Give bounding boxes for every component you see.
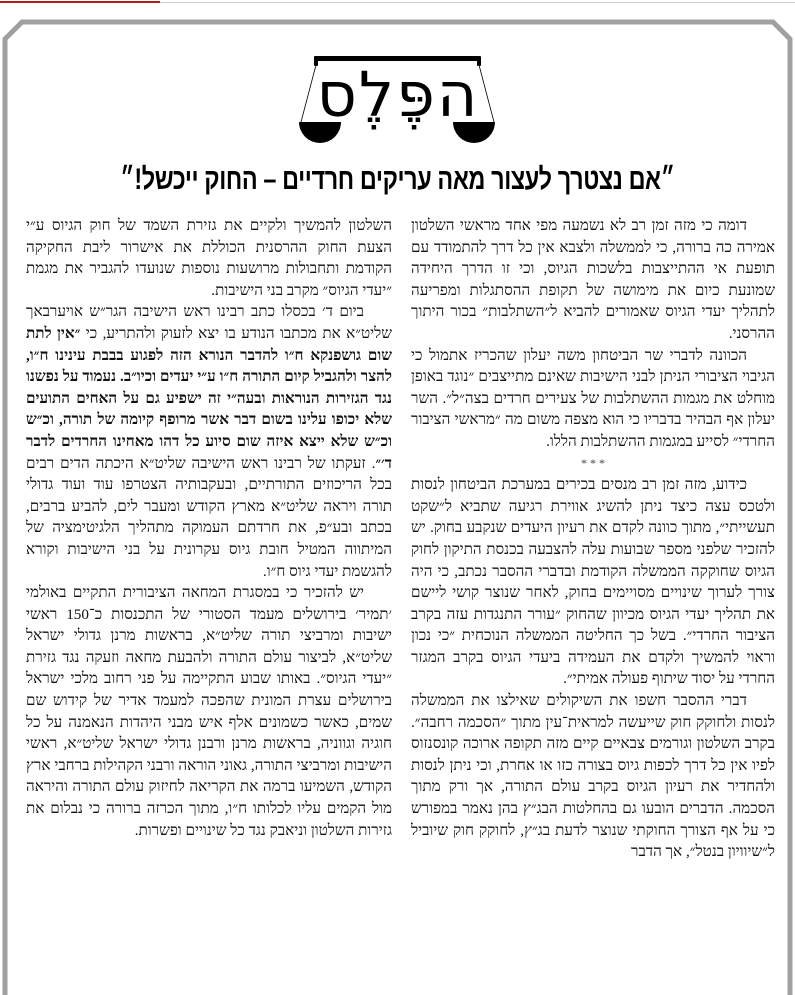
- paragraph-text: . זעקתו של רבינו ראש הישיבה שליט״א היכתה הדים רבים בכל הריכוזים התורתיים, ובעקבותיה הצטרפו עוד ועוד גדולי תורה ויראה שליט״א מארץ הקודש ומעבר לים, להביע ברבים, בכתב ובע״פ, את חרדתם העמוקה מתהליך הלגיטימציה של המיתווה המטיל חובת גיוס עקרונית על בני הישיבות וקורא להגשמת יעדי גיוס ח״ו.: [26, 454, 392, 580]
- paragraph: יש להזכיר כי במסגרת המחאה הציבורית התקיים באולמי ׳תמיר׳ בירושלים מעמד הסטורי של התכנסות כ־150 ראשי ישיבות ומרביצי תורה שליט״א, בראשות מרנן גדולי ישראל שליט״א, לביצור עולם התורה ולהבעת מחאה וזעקה נגד גזירת ״יעדי הגיוס״. באותו שבוע התקיימה על פני רחוב מלכי ישראל בירושלים עצרת המונית שהפכה למעמד אדיר של קידוש שם שמים, כאשר כשמונים אלף איש מבני היהדות הנאמנה על כל חוגיה וגווניה, בראשות מרנן ורבנן גדולי ישראל שליט״א, ראשי הישיבות ומרביצי התורה, גאוני הוראה ורבני הקהילות ברחבי ארץ הקודש, השמיעו ברמה את הקריאה לחיזוק עולם התורה והיראה מול הקמים עליו לכלותו ח״ו, מתוך הכרזה ברורה כי נבלום את גזירות השלטון וניאבק נגד כל שינויים ופשרות.: [26, 584, 392, 839]
- article-column-right: [411, 215, 775, 863]
- section-separator: * * *: [581, 455, 605, 470]
- article-column-left: [26, 215, 392, 841]
- paragraph: דברי ההסבר חשפו את השיקולים שאילצו את הממשלה לנסות ולחוקק חוק שייעשה למראית־עין מתוך ״הסכמה רחבה״. בקרב השלטון וגורמים צבאיים קיים מזה תקופה ארוכה קונסנזוס לפיו אין כל דרך לכפות גיוס בצורה כזו או אחרת, וכי ניתן לנסות ולהחדיר את רעיון הגיוס בקרב עולם התורה, אך ורק מתוך הסכמה. הדברים הובעו גם בהחלטות הבג״ץ בהן נאמר במפורש כי על אף הצורך החוקתי שנוצר לדעת בג״ץ, לחוקק חוק שיוביל ל״שיוויון בנטל״, אך הדבר: [411, 692, 775, 861]
- paragraph-text: ביום ד׳ בכסלו כתב רבינו ראש הישיבה הגר״ש אויערבאך שליט״א את מכתבו הנודע בו יצא לזעוק ולהתריע, כי: [26, 303, 392, 342]
- paragraph: כידוע, מזה זמן רב מנסים בכירים במערכת הביטחון לנסות ולטכס עצה כיצד ניתן להשיג אווירת רגיעה שתביא ל״שקט תעשייתי״, מתוך כוונה לקדם את רעיון היעדים שנקבע בחוק. יש להזכיר שלפני מספר שבועות עלה להצבעה בכנסת התיקון לחוק הגיוס שחוקקה הממשלה הקודמת ובדברי ההסבר נכתב, כי היה צורך לערוך שינויים מסויימים בחוק, לאחר שנוצר קושי ליישם את תהליך יעדי הגיוס מכיוון שהחוק ״עורר התנגדות עזה בקרב הציבור החרדי״. בשל כך החליטה הממשלה הנוכחית ״כי נכון וראוי להמשיך ולקדם את העמידה ביעדי הגיוס בקרב המגזר החרדי על יסוד שיתוף פעולה אמיתי״.: [411, 476, 775, 688]
- bold-quote: ״אין לתת שום גושפנקא ח״ו להדבר הנורא הזה לפגוע בבבת עינינו ח״ו, להצר ולהגביל קיום התורה ח״ו ע״י יעדים וכיו״ב. נעמוד על נפשנו נגד הגזירות הנוראות ובעה״י זה ישפיע גם על האחים התועים שלא יכופו עלינו בשום דבר אשר מרופף קיומה של תורה, וכ״ש וכ״ש שלא ייצא איזה שום סיוע כל דהו מאחינו החרדים לדבר ד׳״: [26, 324, 392, 472]
- paragraph: דומה כי מזה זמן רב לא נשמעה מפי אחד מראשי השלטון אמירה כה ברורה, כי לממשלה ולצבא אין כל דרך להתמודד עם תופעת אי ההתייצבות בלשכות הגיוס, וכי זו הדרך היחידה שמונעת כיום את מימושה של תקופת ההסתגלות ומפריעה לתהליך יעדי הגיוס שאמורים להביא ל״השתלבות״ בכור היתוך ההרסני.: [411, 217, 775, 342]
- paragraph: השלטון להמשיך ולקיים את גזירת השמד של חוק הגיוס ע״י הצעת החוק ההרסנית הכוללת את אישרור ליבת החקיקה הקודמת ותחבולות מרושעות נוספות שנועדו להגביר את מגמת ״יעדי הגיוס״ מקרב בני הישיבות.: [26, 217, 392, 299]
- paragraph-quote: [26, 301, 392, 582]
- paragraph: הכוונה לדברי שר הביטחון משה יעלון שהכריז אתמול כי הגיבוי הציבורי הניתן לבני הישיבות שאינם מתייצבים ״נוגד באופן מוחלט את מגמות ההשתלבות של צעירים חרדים בצה״ל״. השר יעלון אף הבהיר בדבריו כי הוא מצפה משום מה ״מראשי הציבור החרדי״ לסייע במגמות ההשתלבות הללו.: [411, 346, 775, 450]
- section-title: הפֶּלֶס: [316, 58, 480, 131]
- section-logo: [298, 52, 498, 148]
- article-headline: ״אם נצטרך לעצור מאה עריקים חרדיים – החוק ייכשל!״: [120, 163, 675, 196]
